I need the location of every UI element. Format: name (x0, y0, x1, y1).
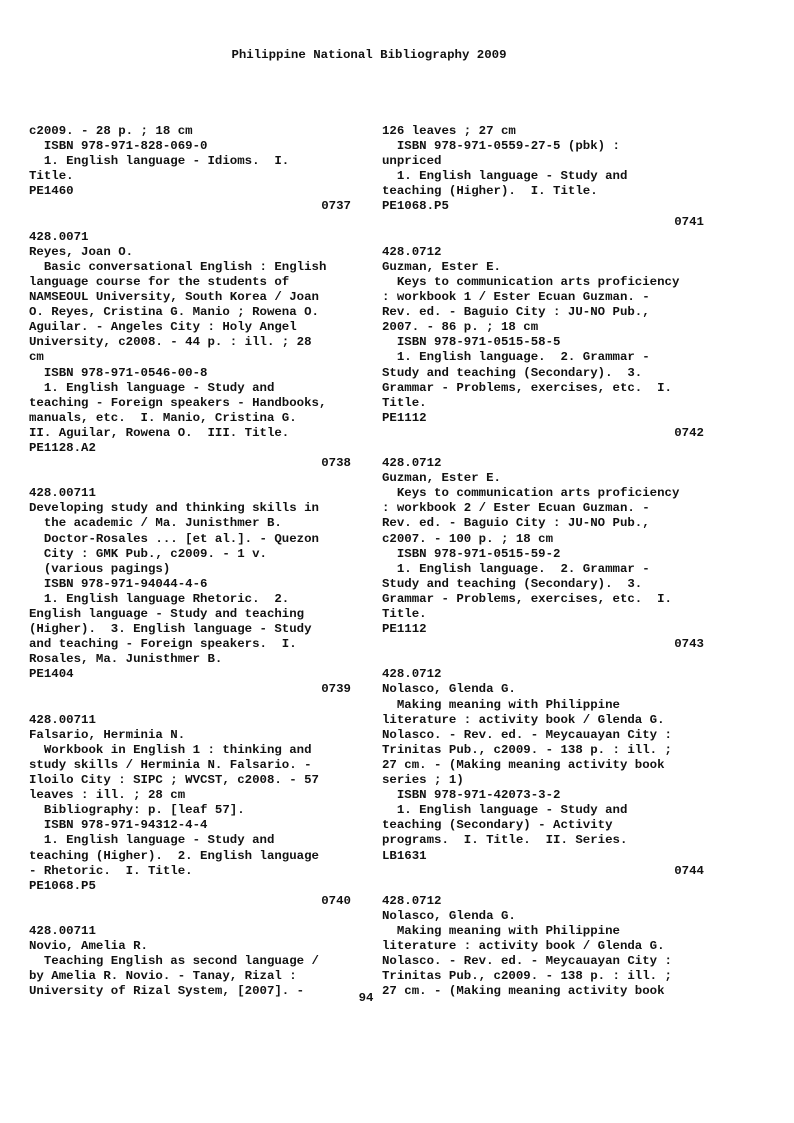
entry-line: (various pagings) (29, 561, 171, 576)
entry-line: by Amelia R. Novio. - Tanay, Rizal : (29, 969, 297, 984)
entry-line: 428.0712 (382, 456, 442, 471)
entry-line: teaching (Secondary) - Activity (382, 818, 613, 833)
continued-entry (382, 124, 704, 230)
entry-line: : workbook 1 / Ester Ecuan Guzman. - (382, 290, 650, 305)
entry-line: language course for the students of (29, 274, 290, 289)
entry-line: 27 cm. - (Making meaning activity book (382, 984, 665, 999)
entry-line: Reyes, Joan O. (29, 244, 134, 259)
entry-line: (Higher). 3. English language - Study (29, 622, 312, 637)
entry-line: the academic / Ma. Junisthmer B. (29, 516, 282, 531)
entry-line: unpriced (382, 154, 442, 169)
continued-entry (29, 124, 351, 215)
entry-line: Bibliography: p. [leaf 57]. (29, 803, 245, 818)
entry-line: 428.00711 (29, 712, 96, 727)
entry-line: PE1404 (29, 667, 74, 682)
spacer (29, 909, 351, 924)
spacer (382, 230, 704, 245)
entry-line: programs. I. Title. II. Series. (382, 833, 628, 848)
entry-line: PE1068.P5 (382, 199, 449, 214)
entry-line: Nolasco, Glenda G. (382, 682, 516, 697)
entry-line: Making meaning with Philippine (382, 697, 620, 712)
entry-line: PE1128.A2 (29, 440, 96, 455)
entry-line: Novio, Amelia R. (29, 939, 148, 954)
entry-line: teaching (Higher). 2. English language (29, 848, 319, 863)
spacer (382, 652, 704, 667)
entry-line: Trinitas Pub., c2009. - 138 p. : ill. ; (382, 969, 672, 984)
entry-line: 1. English language. 2. Grammar - (382, 350, 650, 365)
bibliographic-entry (382, 245, 704, 441)
entry-line: 2007. - 86 p. ; 18 cm (382, 320, 539, 335)
entry-line: Trinitas Pub., c2009. - 138 p. : ill. ; (382, 742, 672, 757)
page-number: 94 (358, 991, 374, 1005)
entry-line: - Rhetoric. I. Title. (29, 863, 193, 878)
entry-line: c2007. - 100 p. ; 18 cm (382, 531, 554, 546)
entry-number: 0738 (321, 456, 351, 471)
entry-line: ISBN 978-971-0559-27-5 (pbk) : (382, 139, 620, 154)
bibliographic-entry (29, 713, 351, 909)
entry-line: 27 cm. - (Making meaning activity book (382, 757, 665, 772)
entry-line: Title. (382, 607, 427, 621)
entry-line: 1. English language - Study and (382, 803, 628, 818)
entry-line: manuals, etc. I. Manio, Cristina G. (29, 410, 297, 425)
entry-line: Basic conversational English : English (29, 259, 327, 274)
entry-line: Guzman, Ester E. (382, 259, 501, 274)
entry-line: PE1068.P5 (29, 878, 96, 893)
entry-line: Grammar - Problems, exercises, etc. I. (382, 591, 672, 606)
entry-line: 1. English language - Study and (29, 380, 275, 395)
entry-line: 1. English language - Idioms. I. (29, 154, 290, 169)
entry-line: Teaching English as second language / (29, 954, 319, 969)
bibliographic-entry (29, 486, 351, 697)
spacer (382, 879, 704, 894)
entry-line: : workbook 2 / Ester Ecuan Guzman. - (382, 501, 650, 516)
entry-number: 0744 (674, 863, 704, 878)
entry-line: 428.0712 (382, 244, 442, 259)
entry-line: ISBN 978-971-0515-58-5 (382, 335, 561, 350)
entry-line: 428.0712 (382, 667, 442, 682)
entry-line: cm (29, 350, 44, 365)
entry-number: 0743 (674, 637, 704, 652)
entry-line: Nolasco. - Rev. ed. - Meycauayan City : (382, 727, 672, 742)
entry-line: Keys to communication arts proficiency (382, 486, 680, 501)
entry-line: 428.00711 (29, 923, 96, 938)
entry-line: Nolasco, Glenda G. (382, 908, 516, 923)
entry-line: English language - Study and teaching (29, 607, 305, 621)
entry-line: ISBN 978-971-0546-00-8 (29, 365, 208, 380)
entry-line: ISBN 978-971-42073-3-2 (382, 788, 561, 803)
entry-line: Workbook in English 1 : thinking and (29, 742, 312, 757)
entry-line: teaching - Foreign speakers - Handbooks, (29, 395, 327, 410)
bibliographic-entry (29, 230, 351, 472)
entry-line: LB1631 (382, 848, 427, 863)
entry-line: Study and teaching (Secondary). 3. (382, 365, 643, 380)
entry-line: University, c2008. - 44 p. : ill. ; 28 (29, 335, 312, 350)
entry-line: 1. English language - Study and (382, 169, 628, 184)
entry-line: ISBN 978-971-94312-4-4 (29, 818, 208, 833)
spacer (382, 441, 704, 456)
entry-line: Rev. ed. - Baguio City : JU-NO Pub., (382, 305, 650, 320)
entry-line: Title. (29, 169, 74, 184)
entry-line: Rosales, Ma. Junisthmer B. (29, 652, 223, 667)
entry-line: O. Reyes, Cristina G. Manio ; Rowena O. (29, 305, 319, 320)
entry-line: c2009. - 28 p. ; 18 cm (29, 124, 193, 138)
bibliographic-entry (382, 456, 704, 652)
entry-line: series ; 1) (382, 773, 464, 788)
entry-line: ISBN 978-971-94044-4-6 (29, 576, 208, 591)
entry-line: teaching (Higher). I. Title. (382, 184, 598, 199)
entry-line: study skills / Herminia N. Falsario. - (29, 757, 312, 772)
entry-line: Nolasco. - Rev. ed. - Meycauayan City : (382, 954, 672, 969)
entry-number: 0742 (674, 425, 704, 440)
entry-line: NAMSEOUL University, South Korea / Joan (29, 290, 319, 305)
entry-line: II. Aguilar, Rowena O. III. Title. (29, 425, 290, 440)
entry-line: PE1460 (29, 184, 74, 199)
entry-line: 428.00711 (29, 486, 96, 501)
entry-line: University of Rizal System, [2007]. - (29, 984, 305, 999)
entry-line: Keys to communication arts proficiency (382, 274, 680, 289)
left-column (29, 124, 351, 999)
bibliographic-entry (382, 894, 704, 1000)
entry-line: 1. English language - Study and (29, 833, 275, 848)
entry-line: 1. English language. 2. Grammar - (382, 561, 650, 576)
bibliographic-entry (29, 924, 351, 999)
entry-line: Aguilar. - Angeles City : Holy Angel (29, 320, 297, 335)
entry-line: and teaching - Foreign speakers. I. (29, 637, 297, 652)
entry-line: literature : activity book / Glenda G. (382, 712, 665, 727)
entry-line: Developing study and thinking skills in (29, 501, 319, 516)
entry-line: literature : activity book / Glenda G. (382, 939, 665, 954)
page-header: Philippine National Bibliography 2009 (231, 48, 507, 62)
entry-line: Iloilo City : SIPC ; WVCST, c2008. - 57 (29, 773, 319, 788)
spacer (29, 215, 351, 230)
entry-number: 0739 (321, 682, 351, 697)
entry-line: Guzman, Ester E. (382, 471, 501, 486)
entry-line: Grammar - Problems, exercises, etc. I. (382, 380, 672, 395)
entry-number: 0741 (674, 214, 704, 229)
entry-line: 126 leaves ; 27 cm (382, 124, 516, 138)
bibliographic-entry (382, 667, 704, 878)
entry-line: PE1112 (382, 622, 427, 637)
entry-line: ISBN 978-971-828-069-0 (29, 139, 208, 154)
spacer (29, 471, 351, 486)
right-column (382, 124, 704, 999)
entry-line: ISBN 978-971-0515-59-2 (382, 546, 561, 561)
entry-line: Study and teaching (Secondary). 3. (382, 576, 643, 591)
entry-number: 0737 (321, 199, 351, 214)
entry-line: Title. (382, 395, 427, 410)
entry-line: Rev. ed. - Baguio City : JU-NO Pub., (382, 516, 650, 531)
entry-line: 1. English language Rhetoric. 2. (29, 591, 290, 606)
entry-number: 0740 (321, 893, 351, 908)
entry-line: 428.0712 (382, 893, 442, 908)
entry-line: Doctor-Rosales ... [et al.]. - Quezon (29, 531, 319, 546)
entry-line: Making meaning with Philippine (382, 923, 620, 938)
entry-line: PE1112 (382, 410, 427, 425)
entry-line: Falsario, Herminia N. (29, 727, 186, 742)
entry-line: 428.0071 (29, 229, 89, 244)
entry-line: City : GMK Pub., c2009. - 1 v. (29, 546, 267, 561)
entry-line: leaves : ill. ; 28 cm (29, 788, 186, 803)
spacer (29, 698, 351, 713)
